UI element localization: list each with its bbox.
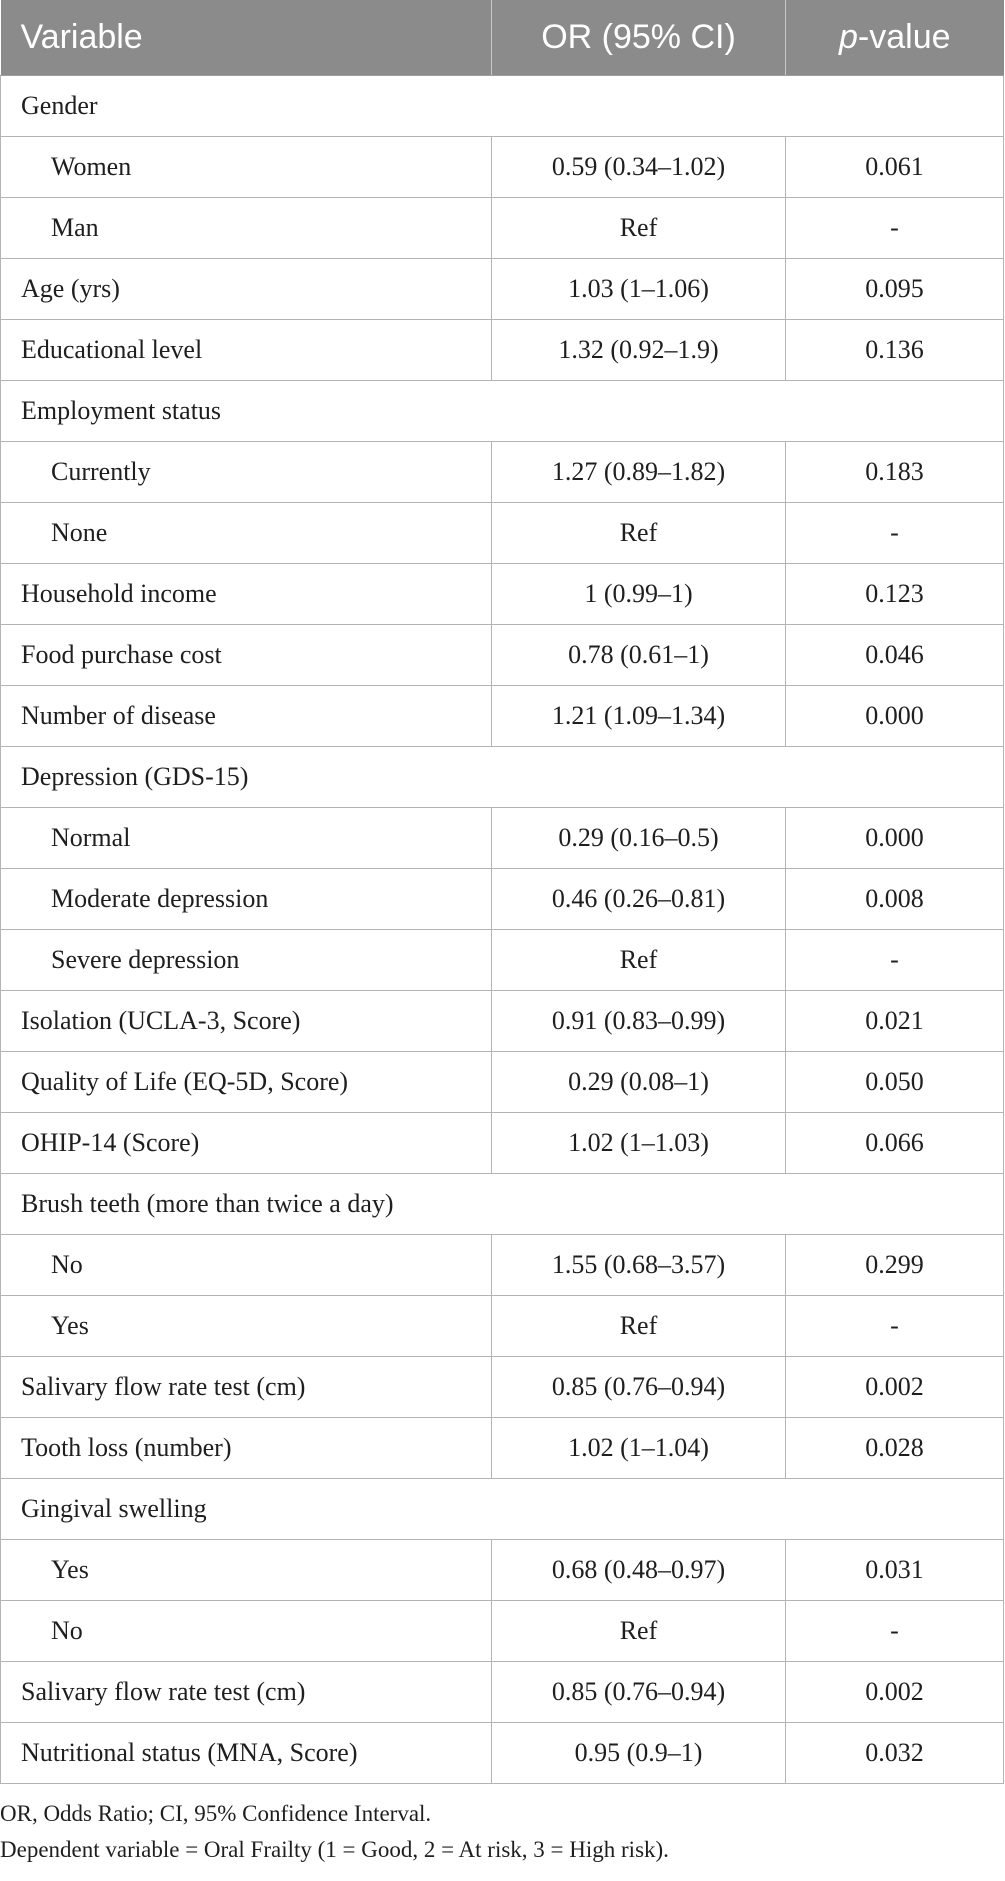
table-section-row: [1, 747, 1004, 808]
variable-cell: Severe depression: [1, 930, 492, 991]
note-abbreviations: OR, Odds Ratio; CI, 95% Confidence Interval.: [0, 1801, 432, 1826]
or-ci-cell: Ref: [492, 503, 786, 564]
table-row: [1, 1540, 1004, 1601]
table-row: [1, 442, 1004, 503]
table-row: [1, 930, 1004, 991]
p-value-cell: -: [786, 930, 1004, 991]
table-row: [1, 320, 1004, 381]
table-row: [1, 1601, 1004, 1662]
table-body: [1, 76, 1004, 1784]
p-value-cell: 0.008: [786, 869, 1004, 930]
table-row: [1, 1662, 1004, 1723]
header-or-ci: OR (95% CI): [492, 0, 786, 76]
or-ci-cell: 1.03 (1–1.06): [492, 259, 786, 320]
or-ci-cell: 1.55 (0.68–3.57): [492, 1235, 786, 1296]
variable-cell: No: [1, 1235, 492, 1296]
variable-cell: Moderate depression: [1, 869, 492, 930]
or-ci-cell: 1.02 (1–1.03): [492, 1113, 786, 1174]
section-label: Employment status: [1, 381, 1004, 442]
p-value-cell: 0.123: [786, 564, 1004, 625]
p-value-cell: 0.050: [786, 1052, 1004, 1113]
variable-cell: Number of disease: [1, 686, 492, 747]
or-ci-cell: 0.29 (0.16–0.5): [492, 808, 786, 869]
table-row: [1, 1418, 1004, 1479]
p-value-cell: 0.066: [786, 1113, 1004, 1174]
p-value-cell: 0.095: [786, 259, 1004, 320]
p-value-cell: 0.032: [786, 1723, 1004, 1784]
table-row: [1, 869, 1004, 930]
table-row: [1, 1723, 1004, 1784]
table-section-row: [1, 76, 1004, 137]
p-value-cell: 0.031: [786, 1540, 1004, 1601]
table-section-row: [1, 381, 1004, 442]
section-label: Gingival swelling: [1, 1479, 1004, 1540]
or-ci-cell: 0.85 (0.76–0.94): [492, 1662, 786, 1723]
or-ci-cell: 0.85 (0.76–0.94): [492, 1357, 786, 1418]
table-row: [1, 991, 1004, 1052]
p-value-cell: 0.002: [786, 1662, 1004, 1723]
p-value-cell: 0.021: [786, 991, 1004, 1052]
variable-cell: Yes: [1, 1296, 492, 1357]
p-value-cell: -: [786, 1296, 1004, 1357]
table-row: [1, 1235, 1004, 1296]
table-row: [1, 808, 1004, 869]
table-section-row: [1, 1174, 1004, 1235]
table-row: [1, 625, 1004, 686]
or-ci-cell: 0.78 (0.61–1): [492, 625, 786, 686]
table-row: [1, 1113, 1004, 1174]
section-label: Gender: [1, 76, 1004, 137]
variable-cell: Household income: [1, 564, 492, 625]
p-value-cell: -: [786, 1601, 1004, 1662]
p-value-cell: 0.136: [786, 320, 1004, 381]
p-value-cell: 0.046: [786, 625, 1004, 686]
variable-cell: OHIP-14 (Score): [1, 1113, 492, 1174]
variable-cell: Women: [1, 137, 492, 198]
or-ci-cell: 1.27 (0.89–1.82): [492, 442, 786, 503]
variable-cell: Educational level: [1, 320, 492, 381]
table-section-row: [1, 1479, 1004, 1540]
table-notes: [0, 1796, 1005, 1868]
variable-cell: Food purchase cost: [1, 625, 492, 686]
header-variable: Variable: [1, 0, 492, 76]
variable-cell: Isolation (UCLA-3, Score): [1, 991, 492, 1052]
table-header-row: [1, 0, 1004, 76]
or-ci-cell: Ref: [492, 930, 786, 991]
variable-cell: Quality of Life (EQ-5D, Score): [1, 1052, 492, 1113]
p-value-cell: 0.002: [786, 1357, 1004, 1418]
or-ci-cell: 1.32 (0.92–1.9): [492, 320, 786, 381]
variable-cell: Salivary flow rate test (cm): [1, 1357, 492, 1418]
section-label: Depression (GDS-15): [1, 747, 1004, 808]
variable-cell: Normal: [1, 808, 492, 869]
or-ci-cell: 0.91 (0.83–0.99): [492, 991, 786, 1052]
or-ci-cell: 0.59 (0.34–1.02): [492, 137, 786, 198]
or-ci-cell: 0.95 (0.9–1): [492, 1723, 786, 1784]
p-value-cell: 0.000: [786, 686, 1004, 747]
table-row: [1, 259, 1004, 320]
or-ci-cell: 0.68 (0.48–0.97): [492, 1540, 786, 1601]
p-value-cell: -: [786, 198, 1004, 259]
p-value-cell: 0.299: [786, 1235, 1004, 1296]
table-row: [1, 564, 1004, 625]
variable-cell: No: [1, 1601, 492, 1662]
table-row: [1, 198, 1004, 259]
or-ci-cell: 1.21 (1.09–1.34): [492, 686, 786, 747]
p-value-cell: 0.061: [786, 137, 1004, 198]
p-value-cell: 0.183: [786, 442, 1004, 503]
table-row: [1, 1296, 1004, 1357]
variable-cell: Age (yrs): [1, 259, 492, 320]
note-dependent-variable: Dependent variable = Oral Frailty (1 = Good, 2 = At risk, 3 = High risk).: [0, 1837, 669, 1862]
or-ci-cell: Ref: [492, 1601, 786, 1662]
or-ci-cell: 1.02 (1–1.04): [492, 1418, 786, 1479]
or-ci-cell: Ref: [492, 1296, 786, 1357]
variable-cell: Man: [1, 198, 492, 259]
variable-cell: Salivary flow rate test (cm): [1, 1662, 492, 1723]
p-value-cell: 0.000: [786, 808, 1004, 869]
variable-cell: None: [1, 503, 492, 564]
or-ci-cell: 0.29 (0.08–1): [492, 1052, 786, 1113]
section-label: Brush teeth (more than twice a day): [1, 1174, 1004, 1235]
table-row: [1, 1052, 1004, 1113]
variable-cell: Tooth loss (number): [1, 1418, 492, 1479]
header-p-italic: p: [838, 18, 858, 56]
table-row: [1, 503, 1004, 564]
header-p-rest: -value: [857, 18, 951, 56]
or-ci-cell: Ref: [492, 198, 786, 259]
header-p-value: [786, 0, 1004, 76]
variable-cell: Yes: [1, 1540, 492, 1601]
p-value-cell: -: [786, 503, 1004, 564]
table-row: [1, 1357, 1004, 1418]
or-ci-cell: 1 (0.99–1): [492, 564, 786, 625]
table-row: [1, 137, 1004, 198]
or-ci-cell: 0.46 (0.26–0.81): [492, 869, 786, 930]
variable-cell: Currently: [1, 442, 492, 503]
table-row: [1, 686, 1004, 747]
variable-cell: Nutritional status (MNA, Score): [1, 1723, 492, 1784]
p-value-cell: 0.028: [786, 1418, 1004, 1479]
